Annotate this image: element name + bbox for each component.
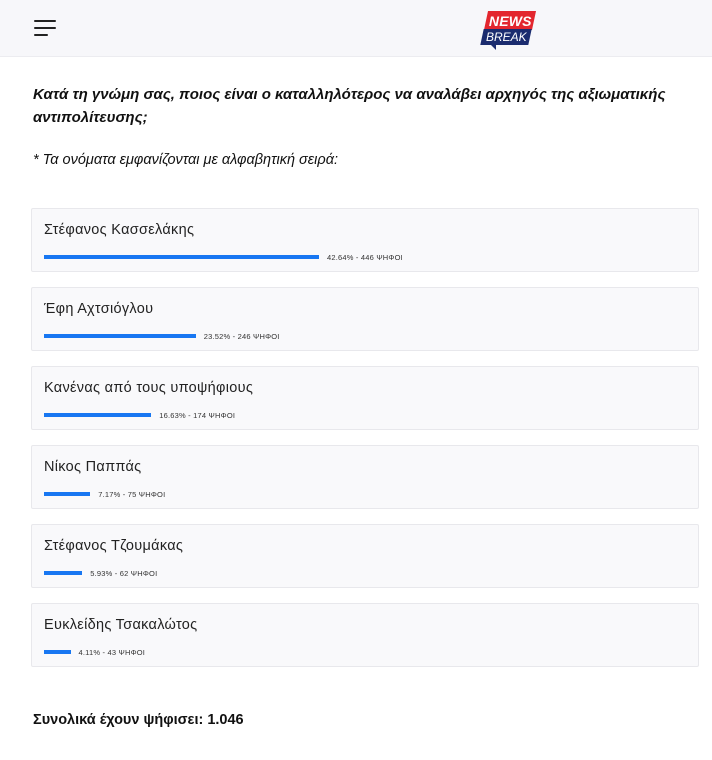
- top-header: [0, 0, 712, 57]
- poll-option-stat: 5.93% - 62 ΨΗΦΟΙ: [90, 568, 158, 578]
- poll-option-name: Νίκος Παππάς: [44, 459, 142, 475]
- poll-option-stat: 4.11% - 43 ΨΗΦΟΙ: [78, 647, 146, 657]
- poll-option-name: Ευκλείδης Τσακαλώτος: [44, 617, 198, 633]
- poll-option-stat: 7.17% - 75 ΨΗΦΟΙ: [98, 489, 166, 499]
- poll-option[interactable]: [31, 287, 699, 351]
- poll-options-list: [31, 208, 699, 682]
- poll-option-bar: [44, 334, 196, 338]
- poll-option[interactable]: [31, 445, 699, 509]
- poll-option-bar: [44, 413, 151, 417]
- poll-option[interactable]: [31, 366, 699, 430]
- poll-option-bar: [44, 650, 71, 654]
- newsbreak-logo[interactable]: NEWS BREAK: [480, 11, 536, 49]
- poll-note: * Τα ονόματα εμφανίζονται με αλφαβητική σειρά:: [33, 152, 338, 168]
- poll-option-name: Κανένας από τους υποψήφιους: [44, 380, 254, 396]
- hamburger-menu-icon[interactable]: [34, 20, 58, 38]
- poll-option-stat: 42.64% - 446 ΨΗΦΟΙ: [327, 252, 403, 262]
- poll-option-name: Στέφανος Κασσελάκης: [44, 222, 195, 238]
- poll-option-name: Στέφανος Τζουμάκας: [44, 538, 184, 554]
- poll-option-name: Έφη Αχτσιόγλου: [44, 301, 154, 317]
- poll-option-bar: [44, 492, 90, 496]
- poll-option-bar: [44, 255, 319, 259]
- poll-option-bar: [44, 571, 82, 575]
- poll-option-stat: 23.52% - 246 ΨΗΦΟΙ: [203, 331, 280, 341]
- poll-option[interactable]: [31, 208, 699, 272]
- poll-total-votes: Συνολικά έχουν ψήφισει: 1.046: [33, 712, 244, 728]
- poll-question: Κατά τη γνώμη σας, ποιος είναι ο καταλληλότερος να αναλάβει αρχηγός της αξιωματικής αντιπολίτευσης;: [33, 86, 666, 126]
- poll-option[interactable]: [31, 524, 699, 588]
- poll-option[interactable]: [31, 603, 699, 667]
- poll-option-stat: 16.63% - 174 ΨΗΦΟΙ: [159, 410, 236, 420]
